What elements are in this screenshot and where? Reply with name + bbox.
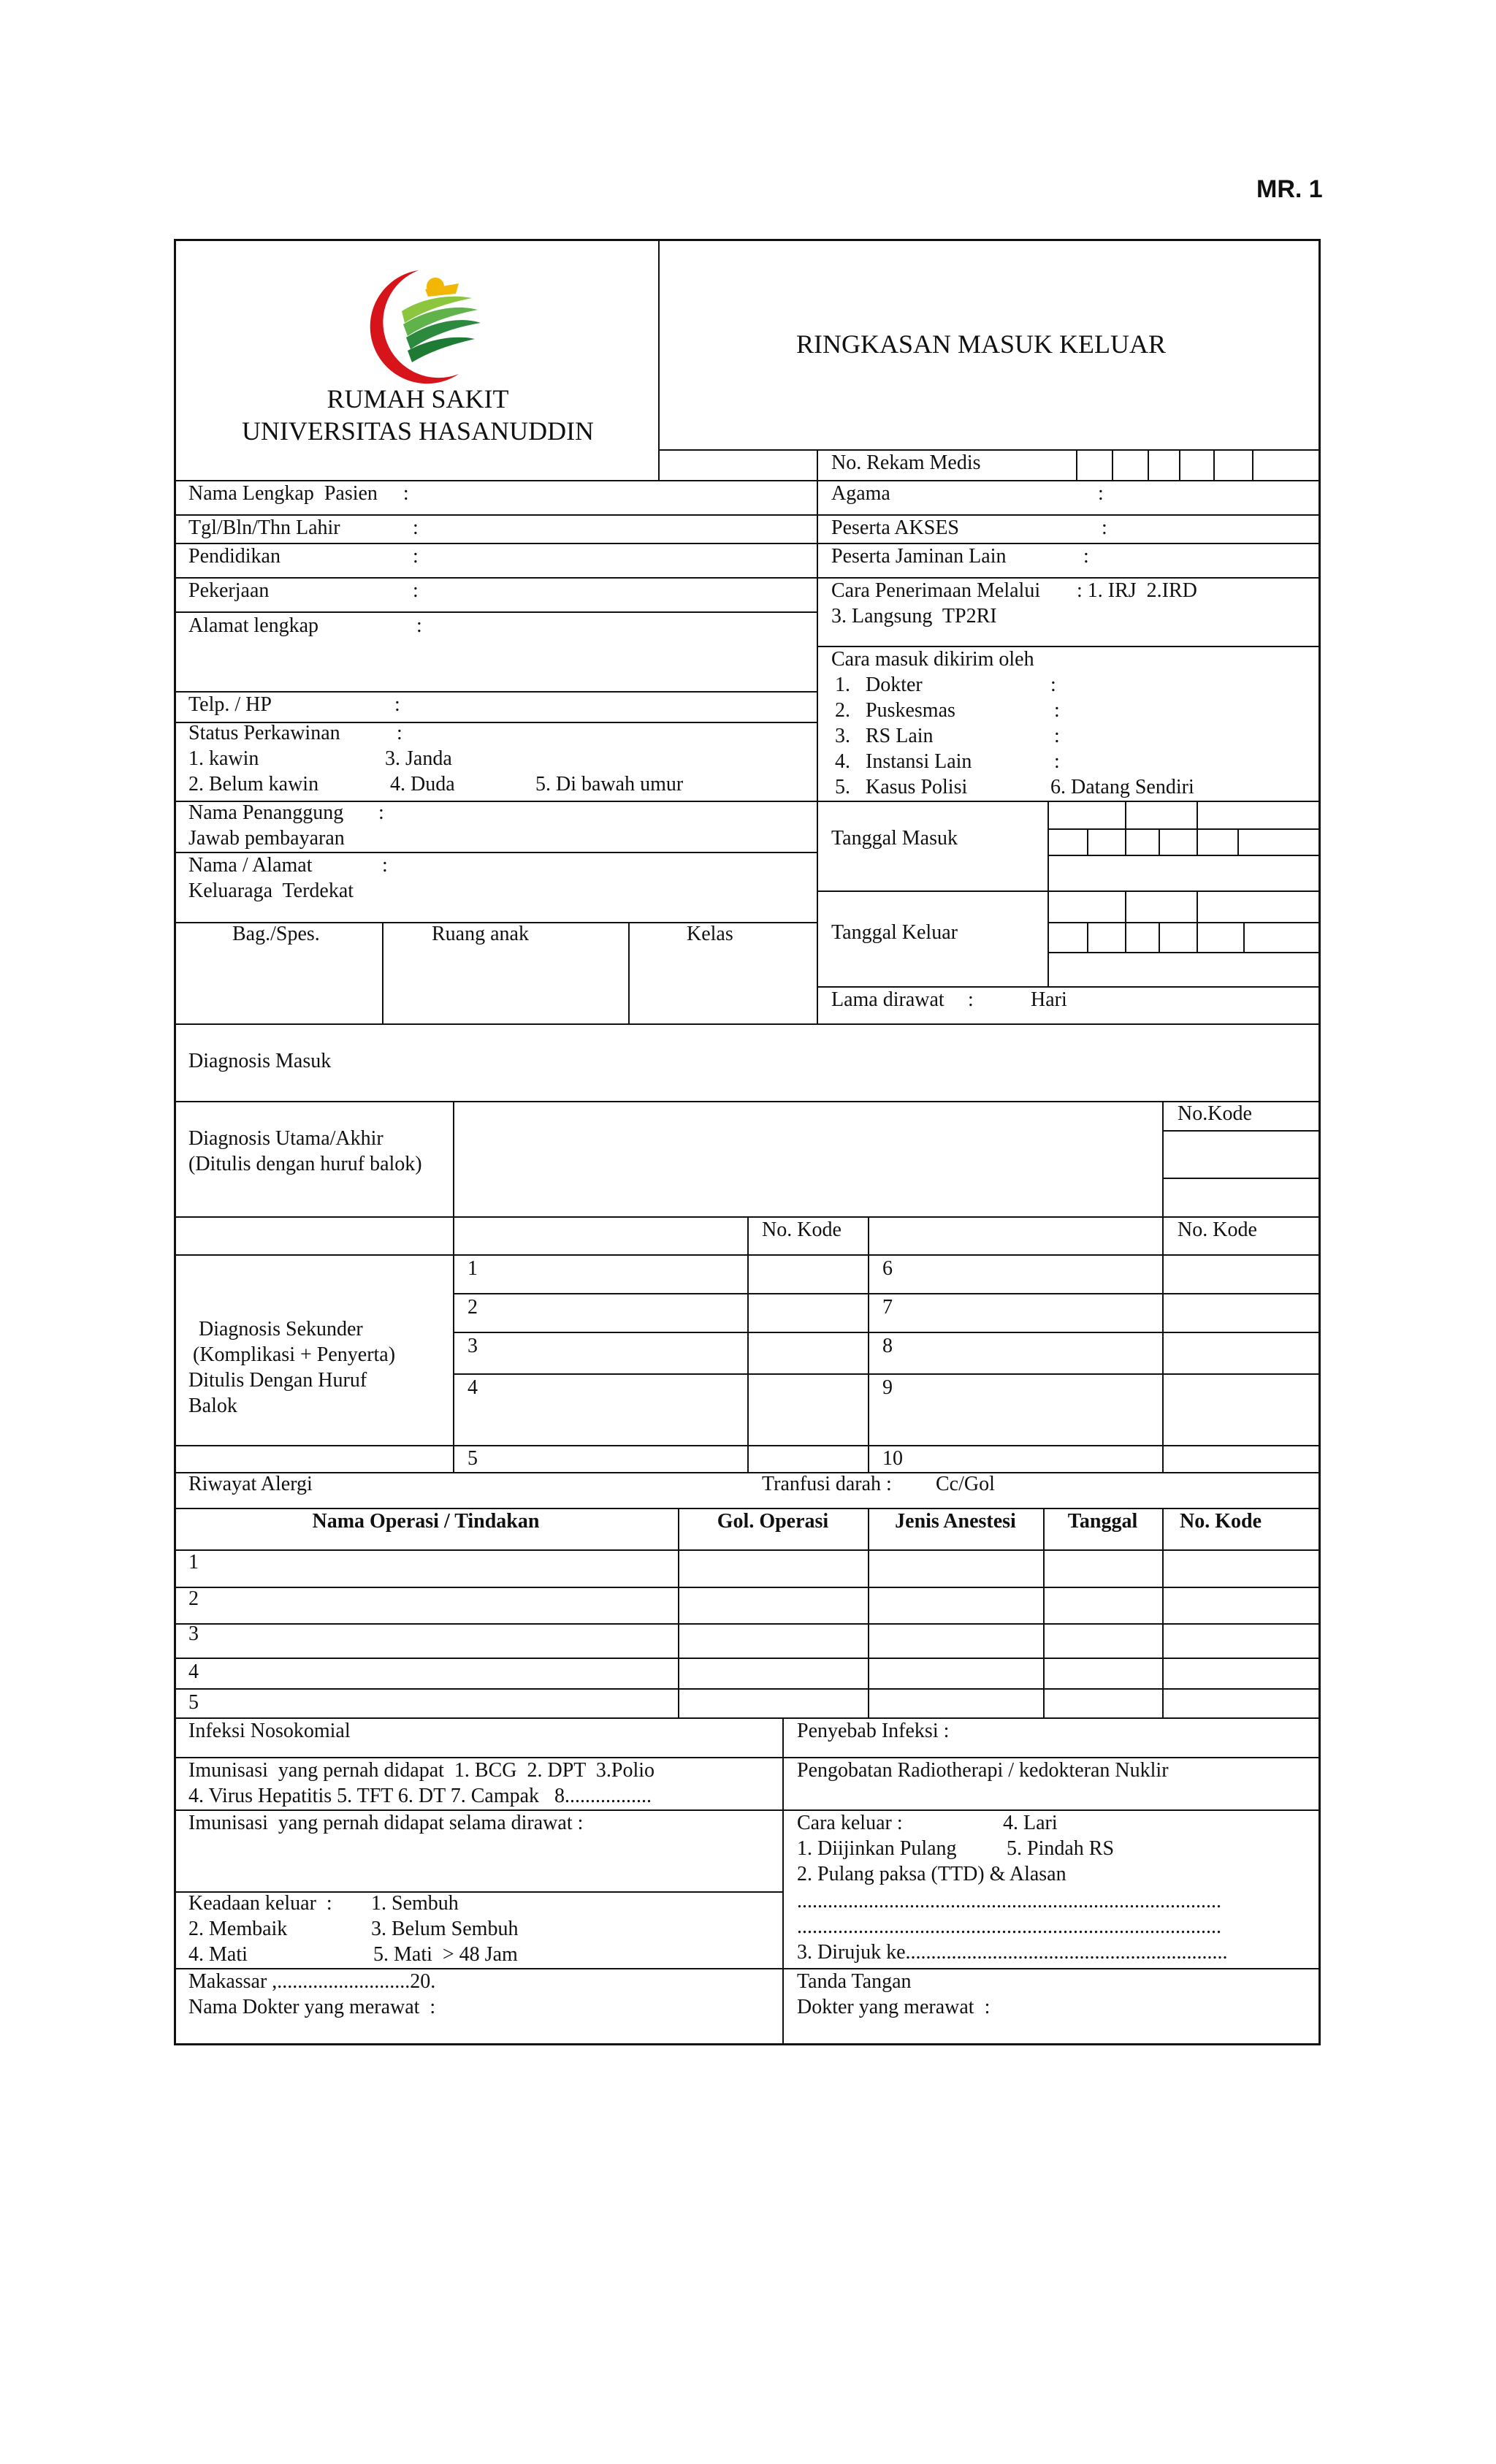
rekam-medis-label: No. Rekam Medis bbox=[831, 451, 981, 474]
cara-keluar-label: Cara keluar : bbox=[797, 1812, 903, 1834]
table-header: Jenis Anestesi bbox=[895, 1510, 1016, 1533]
diagnosis-sekunder-label-line2: (Komplikasi + Penyerta) bbox=[193, 1343, 396, 1366]
diijinkan-option: 1. Diijinkan Pulang bbox=[797, 1837, 957, 1860]
colon: : bbox=[413, 579, 419, 602]
diagnosis-sekunder-label-line3: Ditulis Dengan Huruf bbox=[188, 1369, 367, 1392]
tanda-tangan-label: Tanda Tangan bbox=[797, 1970, 912, 1993]
penanggung-label-line2: Jawab pembayaran bbox=[188, 827, 345, 850]
document-code: MR. 1 bbox=[1256, 175, 1323, 203]
telp-label: Telp. / HP bbox=[188, 693, 272, 716]
rs-lain-option: 3. RS Lain bbox=[835, 725, 934, 747]
imunisasi-label-line2: 4. Virus Hepatitis 5. TFT 6. DT 7. Campak 8................. bbox=[188, 1785, 652, 1807]
diagnosis-utama-label-line2: (Ditulis dengan huruf balok) bbox=[188, 1153, 422, 1175]
table-header: Gol. Operasi bbox=[717, 1510, 829, 1533]
colon: : bbox=[1054, 699, 1060, 722]
diagnosis-utama-label-line1: Diagnosis Utama/Akhir bbox=[188, 1127, 383, 1150]
imunisasi-dirawat-label: Imunisasi yang pernah didapat selama dirawat : bbox=[188, 1812, 584, 1834]
no-kode-header: No. Kode bbox=[762, 1218, 842, 1241]
hospital-logo bbox=[349, 264, 488, 389]
diagnosis-number: 8 bbox=[882, 1335, 893, 1357]
colon: : bbox=[378, 801, 384, 824]
diagnosis-number: 6 bbox=[882, 1257, 893, 1280]
riwayat-alergi-label: Riwayat Alergi bbox=[188, 1473, 313, 1495]
colon: : bbox=[1083, 545, 1089, 568]
imunisasi-label-line1: Imunisasi yang pernah didapat 1. BCG 2. DPT 3.Polio bbox=[188, 1759, 654, 1782]
puskesmas-option: 2. Puskesmas bbox=[835, 699, 955, 722]
kasus-polisi-option: 5. Kasus Polisi bbox=[835, 776, 968, 798]
table-header: No. Kode bbox=[1180, 1510, 1262, 1533]
colon: : bbox=[1102, 516, 1107, 539]
pindah-option: 5. Pindah RS bbox=[1007, 1837, 1115, 1860]
diagnosis-sekunder-label-line1: Diagnosis Sekunder bbox=[199, 1318, 363, 1340]
dibawah-umur-option: 5. Di bawah umur bbox=[535, 773, 684, 796]
colon: : bbox=[416, 614, 422, 637]
diagnosis-masuk-label: Diagnosis Masuk bbox=[188, 1050, 332, 1072]
table-header: Tanggal bbox=[1067, 1510, 1138, 1533]
colon: : bbox=[394, 693, 400, 716]
dokter-option: 1. Dokter bbox=[835, 674, 923, 696]
colon: : bbox=[1054, 725, 1060, 747]
pekerjaan-label: Pekerjaan bbox=[188, 579, 270, 602]
bag-spes-header: Bag./Spes. bbox=[232, 923, 320, 945]
infeksi-label: Infeksi Nosokomial bbox=[188, 1720, 351, 1742]
membaik-option: 2. Membaik bbox=[188, 1918, 288, 1940]
instansi-option: 4. Instansi Lain bbox=[835, 750, 972, 773]
kawin-option: 1. kawin bbox=[188, 747, 259, 770]
colon: : bbox=[382, 854, 388, 877]
cara-masuk-label: Cara masuk dikirim oleh bbox=[831, 648, 1034, 671]
table-row: 4 bbox=[188, 1660, 199, 1683]
colon: : bbox=[413, 545, 419, 568]
nama-dokter-label: Nama Dokter yang merawat : bbox=[188, 1996, 436, 2018]
hospital-name-line1: RUMAH SAKIT bbox=[327, 384, 509, 413]
diagnosis-number: 9 bbox=[882, 1376, 893, 1399]
datang-sendiri-option: 6. Datang Sendiri bbox=[1050, 776, 1194, 798]
table-row: 5 bbox=[188, 1691, 199, 1714]
dirujuk-option: 3. Dirujuk ke............................................................... bbox=[797, 1941, 1228, 1964]
diagnosis-number: 7 bbox=[882, 1296, 893, 1319]
alasan-dots: ................................................................................... bbox=[797, 1890, 1221, 1912]
langsung-option: 3. Langsung TP2RI bbox=[831, 605, 997, 628]
cara-penerimaan-options: : 1. IRJ 2.IRD bbox=[1077, 579, 1197, 602]
pulang-paksa-option: 2. Pulang paksa (TTD) & Alasan bbox=[797, 1863, 1066, 1885]
jaminan-label: Peserta Jaminan Lain bbox=[831, 545, 1007, 568]
janda-option: 3. Janda bbox=[385, 747, 452, 770]
duda-option: 4. Duda bbox=[390, 773, 455, 796]
diagnosis-number: 2 bbox=[468, 1296, 478, 1319]
tgl-lahir-label: Tgl/Bln/Thn Lahir bbox=[188, 516, 340, 539]
belum-sembuh-option: 3. Belum Sembuh bbox=[371, 1918, 519, 1940]
agama-label: Agama bbox=[831, 482, 890, 505]
dokter-merawat-label: Dokter yang merawat : bbox=[797, 1996, 991, 2018]
diagnosis-number: 4 bbox=[468, 1376, 478, 1399]
colon: : bbox=[413, 516, 419, 539]
table-row: 1 bbox=[188, 1551, 199, 1574]
mati-option: 4. Mati bbox=[188, 1943, 248, 1966]
colon: : bbox=[1050, 674, 1056, 696]
tanggal-keluar-label: Tanggal Keluar bbox=[831, 921, 958, 944]
diagnosis-number: 10 bbox=[882, 1447, 903, 1470]
keadaan-keluar-label: Keadaan keluar : bbox=[188, 1892, 332, 1915]
lama-dirawat-label: Lama dirawat bbox=[831, 988, 944, 1011]
table-header: Nama Operasi / Tindakan bbox=[312, 1510, 540, 1533]
mati-48-option: 5. Mati > 48 Jam bbox=[373, 1943, 518, 1966]
diagnosis-number: 5 bbox=[468, 1447, 478, 1470]
table-row: 3 bbox=[188, 1622, 199, 1645]
belum-kawin-option: 2. Belum kawin bbox=[188, 773, 319, 796]
cc-gol-label: Cc/Gol bbox=[936, 1473, 995, 1495]
alasan-dots: ................................................................................... bbox=[797, 1915, 1221, 1938]
ruang-anak-header: Ruang anak bbox=[432, 923, 529, 945]
colon: : bbox=[1054, 750, 1060, 773]
akses-label: Peserta AKSES bbox=[831, 516, 959, 539]
radioterapi-label: Pengobatan Radiotherapi / kedokteran Nuklir bbox=[797, 1759, 1169, 1782]
table-row: 2 bbox=[188, 1587, 199, 1610]
hospital-name-line2: UNIVERSITAS HASANUDDIN bbox=[241, 416, 595, 446]
no-kode-header: No.Kode bbox=[1178, 1102, 1252, 1125]
hari-label: Hari bbox=[1031, 988, 1067, 1011]
kelas-header: Kelas bbox=[687, 923, 733, 945]
cara-penerimaan-label: Cara Penerimaan Melalui bbox=[831, 579, 1041, 602]
makassar-date: Makassar ,..........................20. bbox=[188, 1970, 436, 1993]
colon: : bbox=[1098, 482, 1104, 505]
penyebab-infeksi-label: Penyebab Infeksi : bbox=[797, 1720, 950, 1742]
keluarga-label-line1: Nama / Alamat bbox=[188, 854, 313, 877]
pendidikan-label: Pendidikan bbox=[188, 545, 280, 568]
tanggal-masuk-label: Tanggal Masuk bbox=[831, 827, 958, 850]
diagnosis-sekunder-label-line4: Balok bbox=[188, 1395, 237, 1417]
status-perkawinan-label: Status Perkawinan bbox=[188, 722, 340, 744]
form-title: RINGKASAN MASUK KELUAR bbox=[796, 329, 1167, 359]
keluarga-label-line2: Keluaraga Terdekat bbox=[188, 880, 354, 902]
colon: : bbox=[397, 722, 402, 744]
nama-pasien-label: Nama Lengkap Pasien : bbox=[188, 482, 409, 505]
lari-option: 4. Lari bbox=[1003, 1812, 1058, 1834]
colon: : bbox=[968, 988, 974, 1011]
transfusi-label: Tranfusi darah : bbox=[762, 1473, 892, 1495]
penanggung-label-line1: Nama Penanggung bbox=[188, 801, 344, 824]
diagnosis-number: 3 bbox=[468, 1335, 478, 1357]
sembuh-option: 1. Sembuh bbox=[371, 1892, 459, 1915]
alamat-label: Alamat lengkap bbox=[188, 614, 319, 637]
diagnosis-number: 1 bbox=[468, 1257, 478, 1280]
no-kode-header: No. Kode bbox=[1178, 1218, 1257, 1241]
